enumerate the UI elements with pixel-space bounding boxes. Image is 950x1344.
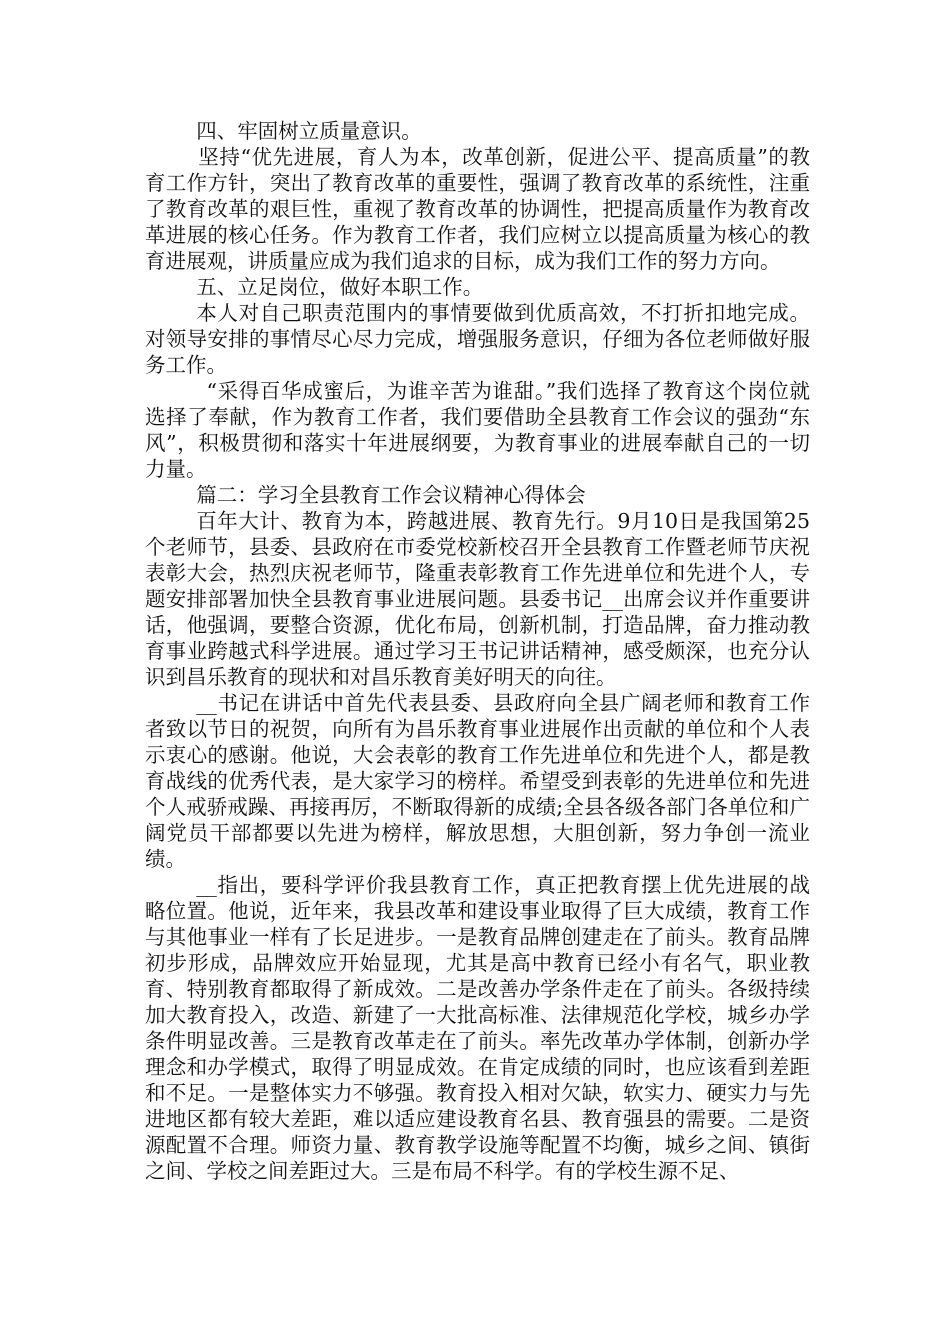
paragraph: 百年大计、教育为本，跨越进展、教育先行。9月10日是我国第25个老师节，县委、县政府在市委党校新校召开全县教育工作暨老师节庆祝表彰大会，热烈庆祝老师节，隆重表彰教育工作先进单位和先进个人，专题安排部署加快全县教育事业进展问题。县委书记__出席会议并作重要讲话，他强调，要整合资源，优化布局，创新机制，打造品牌，奋力推动教育事业跨越式科学进展。通过学习王书记讲话精神，感受颇深，也充分认识到昌乐教育的现状和对昌乐教育美好明天的向往。 <box>145 509 810 689</box>
paragraph: __指出，要科学评价我县教育工作，真正把教育摆上优先进展的战略位置。他说，近年来，我县改革和建设事业取得了巨大成绩，教育工作与其他事业一样有了长足进步。一是教育品牌创建走在了前头。教育品牌初步形成，品牌效应开始显现，尤其是高中教育已经小有名气，职业教育、特别教育都取得了新成效。二是改善办学条件走在了前头。各级持续加大教育投入，改造、新建了一大批高标准、法律规范化学校，城乡办学条件明显改善。三是教育改革走在了前头。率先改革办学体制，创新办学理念和办学模式，取得了明显成效。在肯定成绩的同时，也应该看到差距和不足。一是整体实力不够强。教育投入相对欠缺，软实力、硬实力与先进地区都有较大差距，难以适应建设教育名县、教育强县的需要。二是资源配置不合理。师资力量、教育教学设施等配置不均衡，城乡之间、镇街之间、学校之间差距过大。三是布局不科学。有的学校生源不足、 <box>145 873 810 1183</box>
section-heading-4: 四、牢固树立质量意识。 <box>196 119 422 143</box>
section-heading-5: 五、立足岗位，做好本职工作。 <box>196 275 484 299</box>
document-body <box>145 118 810 1184</box>
paragraph: 本人对自己职责范围内的事情要做到优质高效，不打折扣地完成。对领导安排的事情尽心尽力完成，增强服务意识，仔细为各位老师做好服务工作。 <box>145 301 810 377</box>
paragraph: __书记在讲话中首先代表县委、县政府向全县广阔老师和教育工作者致以节日的祝贺，向所有为昌乐教育事业进展作出贡献的单位和个人表示衷心的感谢。他说，大会表彰的教育工作先进单位和先进个人，都是教育战线的优秀代表，是大家学习的榜样。希望受到表彰的先进单位和先进个人戒骄戒躁、再接再厉，不断取得新的成绩;全县各级各部门各单位和广阔党员干部都要以先进为榜样，解放思想，大胆创新，努力争创一流业绩。 <box>145 691 810 871</box>
paragraph: “采得百华成蜜后，为谁辛苦为谁甜。”我们选择了教育这个岗位就选择了奉献，作为教育工作者，我们要借助全县教育工作会议的强劲“东风”，积极贯彻和落实十年进展纲要，为教育事业的进展奉献自己的一切力量。 <box>145 379 810 481</box>
article-title: 篇二：学习全县教育工作会议精神心得体会 <box>196 483 586 507</box>
paragraph: 坚持“优先进展，育人为本，改革创新，促进公平、提高质量”的教育工作方针，突出了教育改革的重要性，强调了教育改革的系统性，注重了教育改革的艰巨性，重视了教育改革的协调性，把提高质量作为教育改革进展的核心任务。作为教育工作者，我们应树立以提高质量为核心的教育进展观，讲质量应成为我们追求的目标，成为我们工作的努力方向。 <box>145 145 810 273</box>
